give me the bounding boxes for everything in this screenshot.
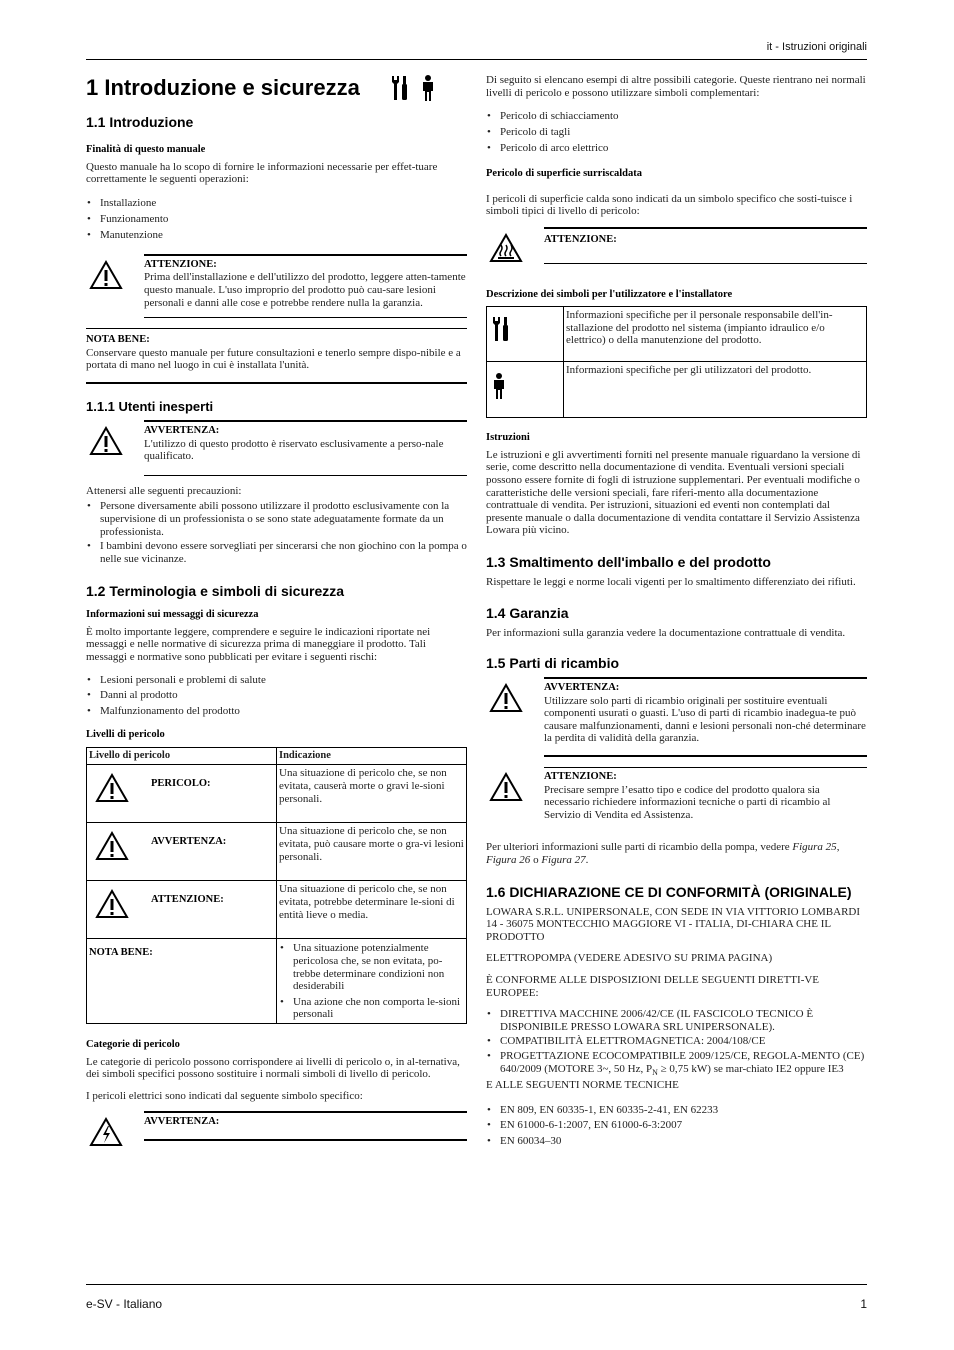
paragraph-categories: Le categorie di pericolo possono corrispondere ai livelli di pericolo o, in al-ternativa, dei simboli specifici possono sostituire i normali simboli di livello di pericolo.	[86, 1055, 460, 1081]
table-row	[87, 765, 467, 823]
list-item: • Lesioni personali e problemi di salute	[86, 673, 467, 689]
list-item: • Pericolo di tagli	[486, 124, 867, 140]
notice-spare-parts-attention	[544, 767, 867, 829]
note-text: Conservare questo manuale per future consultazioni e tenerlo sempre dispo-nibile e a portata di mano nel luogo in cui è installata l'unità.	[86, 346, 461, 372]
notice-spare-parts-warning	[544, 677, 867, 757]
subheading-symbols: Descrizione dei simboli per l'utilizzatore e l'installatore	[486, 288, 733, 300]
paragraph-declaration: LOWARA S.R.L. UNIPERSONALE, CON SEDE IN VIA VITTORIO LOMBARDI 14 - 36075 MONTECCHIO MAGGIORE VI - ITALIA, DI-CHIARA CHE IL PRODOTTO	[486, 905, 861, 943]
norms-list	[486, 1103, 867, 1150]
level-description: Una situazione di pericolo che, se non evitata, può causare morte o gra-vi lesioni personali.	[277, 823, 467, 881]
notice-text: Prima dell'installazione e dell'utilizzo del prodotto, leggere atten-tamente questo manuale. L'uso improprio del prodotto può cau-sare lesioni personali e danni alle cose e potrebbe rendere nulla la garanzia.	[144, 271, 466, 309]
hot-surface-icon	[489, 233, 523, 263]
list-item: • Pericolo di arco elettrico	[486, 140, 867, 156]
operations-list	[86, 195, 467, 243]
figure-link[interactable]: Figura 25	[792, 841, 837, 854]
level-description: Una situazione di pericolo che, se non evitata, causerà morte o gravi le-sioni personali.	[277, 765, 467, 823]
table-row	[487, 307, 867, 362]
notice-label: AVVERTENZA:	[544, 682, 620, 694]
section-heading-1-5: 1.5 Parti di ricambio	[486, 655, 620, 672]
paragraph-spare-parts-ref: Per ulteriori informazioni sulle parti di ricambio della pompa, vedere Figura 25, Figura 26 o Figura 27.	[486, 841, 840, 867]
warning-triangle-icon	[95, 831, 129, 861]
section-heading-1-2: 1.2 Terminologia e simboli di sicurezza	[86, 583, 345, 600]
list-item: • Persone diversamente abili possono utilizzare il prodotto esclusivamente con la supervisione di un professionista o se sono state adeguatamente formate da un professionista.	[86, 500, 467, 538]
categories-list	[486, 108, 867, 156]
figure-link[interactable]: Figura 26	[486, 854, 531, 867]
symbol-description: Informazioni specifiche per gli utilizzatori del prodotto.	[564, 362, 867, 418]
notice-text: Utilizzare solo parti di ricambio originali per sostituire eventuali componenti usurati o guasti. L'uso di parti di ricambio inadegua-te può causare malfunzionamenti, danni e lesioni personali non-ché determinare la perdita di validità della garanzia.	[544, 694, 866, 745]
level-label: NOTA BENE:	[89, 947, 153, 959]
section-heading-1-1-1: 1.1.1 Utenti inesperti	[86, 398, 214, 414]
symbol-description: Informazioni specifiche per il personale responsabile dell'in-stallazione del prodotto nel sistema (impianto idraulico e/o elettrico) o della manutenzione del prodotto.	[564, 307, 867, 362]
section-heading-1-3: 1.3 Smaltimento dell'imballo e del prodotto	[486, 553, 771, 570]
table-header-row	[87, 747, 467, 765]
warning-triangle-icon	[489, 683, 523, 713]
subheading-levels: Livelli di pericolo	[86, 729, 165, 741]
note-box	[86, 328, 467, 384]
notice-label: AVVERTENZA:	[144, 424, 220, 436]
figure-link[interactable]: Figura 27	[541, 854, 586, 867]
paragraph-electric: I pericoli elettrici sono indicati dal seguente simbolo specifico:	[86, 1089, 363, 1102]
notice-text: Precisare sempre l’esatto tipo e codice del prodotto qualora sia necessario richiedere informazioni tecniche o parti di ricambio al Servizio di Vendita ed Assistenza.	[544, 783, 831, 821]
footer-doc-name: e-SV - Italiano	[86, 1297, 163, 1311]
page-number: 1	[860, 1297, 867, 1311]
symbols-table	[486, 306, 867, 418]
warning-triangle-icon	[89, 426, 123, 456]
risks-list	[86, 673, 467, 720]
chapter-title-text: 1 Introduzione e sicurezza	[86, 75, 360, 100]
list-item: • I bambini devono essere sorvegliati per sincerarsi che non giochino con la pompa o nelle sue vicinanze.	[86, 540, 467, 565]
list-item: • PROGETTAZIONE ECOCOMPATIBILE 2009/125/CE, REGOLA-MENTO (CE) 640/2009 (MOTORE 3~, 50 Hz, $P_N \ge 0,75$ kW) se mar-chiato IE2 oppure IE3	[486, 1050, 867, 1079]
paragraph-examples: Di seguito si elencano esempi di altre possibili categorie. Queste rientrano nei normali livelli di pericolo e possono utilizzare simboli complementari:	[486, 74, 866, 99]
list-item: • Installazione	[86, 195, 467, 211]
paragraph-disposal: Rispettare le leggi e norme locali vigenti per lo smaltimento differenziato dei rifiuti.	[486, 575, 856, 588]
footer-rule	[86, 1284, 867, 1285]
notice-hot-surface	[544, 227, 867, 264]
precautions-intro: Attenersi alle seguenti precauzioni:	[86, 484, 242, 497]
running-header: it - Istruzioni originali	[766, 41, 867, 53]
hazard-levels-table	[86, 747, 467, 1024]
column-header: Indicazione	[277, 747, 467, 765]
section-heading-1-6: 1.6 DICHIARAZIONE CE DI CONFORMITÀ (ORIGINALE)	[486, 883, 852, 900]
warning-triangle-icon	[95, 889, 129, 919]
list-item: • EN 809, EN 60335-1, EN 60335-2-41, EN 62233	[486, 1103, 867, 1119]
subheading-categories: Categorie di pericolo	[86, 1038, 180, 1050]
table-row	[487, 362, 867, 418]
warning-triangle-icon	[89, 260, 123, 290]
paragraph-safety: È molto importante leggere, comprendere e seguire le indicazioni riportate nei messaggi e nelle normative di sicurezza prima di maneggiare il prodotto. Tali messaggi e normative sono pubblicati per evitare i seguenti rischi:	[86, 625, 431, 664]
left-column	[86, 74, 467, 1141]
subheading-hot-surface: Pericolo di superficie surriscaldata	[486, 168, 643, 180]
list-item: • DIRETTIVA MACCHINE 2006/42/CE (IL FASCICOLO TECNICO È DISPONIBILE PRESSO LOWARA SRL UNIPERSONALE).	[486, 1008, 867, 1033]
note-label: NOTA BENE:	[86, 334, 150, 346]
list-item: • Danni al prodotto	[86, 688, 467, 704]
table-row	[87, 823, 467, 881]
chapter-icons	[390, 74, 436, 102]
installer-tools-icon	[491, 315, 511, 343]
notice-label: ATTENZIONE:	[144, 258, 217, 270]
subheading-instructions: Istruzioni	[486, 432, 530, 444]
level-description: Una situazione di pericolo che, se non evitata, potrebbe determinare le-sioni di entità lieve o media.	[277, 881, 467, 939]
header-rule	[86, 59, 867, 60]
column-header: Livello di pericolo	[87, 747, 277, 765]
notice-label: ATTENZIONE:	[544, 233, 617, 245]
paragraph-product: ELETTROPOMPA (VEDERE ADESIVO SU PRIMA PAGINA)	[486, 952, 773, 965]
list-item: • Manutenzione	[86, 227, 467, 243]
warning-triangle-icon	[95, 773, 129, 803]
warning-triangle-icon	[489, 772, 523, 802]
level-label: AVVERTENZA:	[151, 836, 227, 848]
right-column	[486, 74, 867, 1149]
list-item: • Funzionamento	[86, 211, 467, 227]
section-heading-1-1: 1.1 Introduzione	[86, 114, 194, 130]
electric-hazard-icon	[89, 1117, 123, 1147]
level-label: ATTENZIONE:	[151, 894, 224, 906]
paragraph-directives-intro: È CONFORME ALLE DISPOSIZIONI DELLE SEGUENTI DIRETTI-VE EUROPEE:	[486, 974, 820, 999]
precautions-list	[86, 500, 467, 565]
list-item: • EN 61000-6-1:2007, EN 61000-6-3:2007	[486, 1118, 867, 1134]
user-person-icon	[420, 74, 436, 102]
list-item: • Pericolo di schiacciamento	[486, 108, 867, 124]
paragraph-instructions: Le istruzioni e gli avvertimenti forniti nel presente manuale riguardano la versione di serie, come descritto nella documentazione di vendita. Eventuali versioni speciali possono essere fornite di fogli di istruzione supplementari. Per eventuali modifiche o caratteristiche delle versioni speciali, fare riferi-mento alla documentazione contrattuale di vendita. Per istruzioni, situazioni ed eventi non contemplati dal presente manuale o dalla documentazione di vendita contattare il Servizio Assistenza Lowara più vicino.	[486, 448, 861, 537]
paragraph-hot-surface: I pericoli di superficie calda sono indicati da un simbolo specifico che sosti-tuisce i simboli tipici di livello di pericolo:	[486, 192, 853, 218]
notice-attention	[144, 254, 467, 318]
list-item: • Una azione che non comporta le-sioni personali	[279, 996, 464, 1021]
paragraph-norms-intro: E ALLE SEGUENTI NORME TECNICHE	[486, 1079, 679, 1092]
table-row	[87, 881, 467, 939]
level-label: PERICOLO:	[151, 778, 211, 790]
subheading-purpose: Finalità di questo manuale	[86, 144, 206, 155]
list-item: • COMPATIBILITÀ ELETTROMAGNETICA: 2004/108/CE	[486, 1035, 867, 1048]
paragraph-purpose: Questo manuale ha lo scopo di fornire le informazioni necessarie per effet-tuare correttamente le seguenti operazioni:	[86, 160, 438, 186]
notice-warning-users	[144, 420, 467, 476]
note-level-list	[279, 941, 464, 1021]
notice-text: L'utilizzo di questo prodotto è riservato esclusivamente a perso-nale qualificato.	[144, 437, 444, 463]
list-item: • EN 60034–30	[486, 1134, 867, 1150]
installer-tools-icon	[390, 74, 410, 102]
section-heading-1-4: 1.4 Garanzia	[486, 604, 569, 621]
list-item: • Una situazione potenzialmente pericolosa che, se non evitata, po-trebbe determinare condizioni non desiderabili	[279, 942, 464, 992]
subheading-safety-messages: Informazioni sui messaggi di sicurezza	[86, 609, 259, 621]
notice-electric-warning	[144, 1111, 467, 1141]
directives-list	[486, 1008, 867, 1079]
notice-label: ATTENZIONE:	[544, 771, 617, 783]
paragraph-warranty: Per informazioni sulla garanzia vedere la documentazione contrattuale di vendita.	[486, 626, 846, 639]
user-person-icon	[491, 372, 507, 400]
list-item: • Malfunzionamento del prodotto	[86, 704, 467, 720]
chapter-title	[86, 74, 467, 102]
notice-label: AVVERTENZA:	[144, 1116, 220, 1128]
table-row	[87, 939, 467, 1024]
